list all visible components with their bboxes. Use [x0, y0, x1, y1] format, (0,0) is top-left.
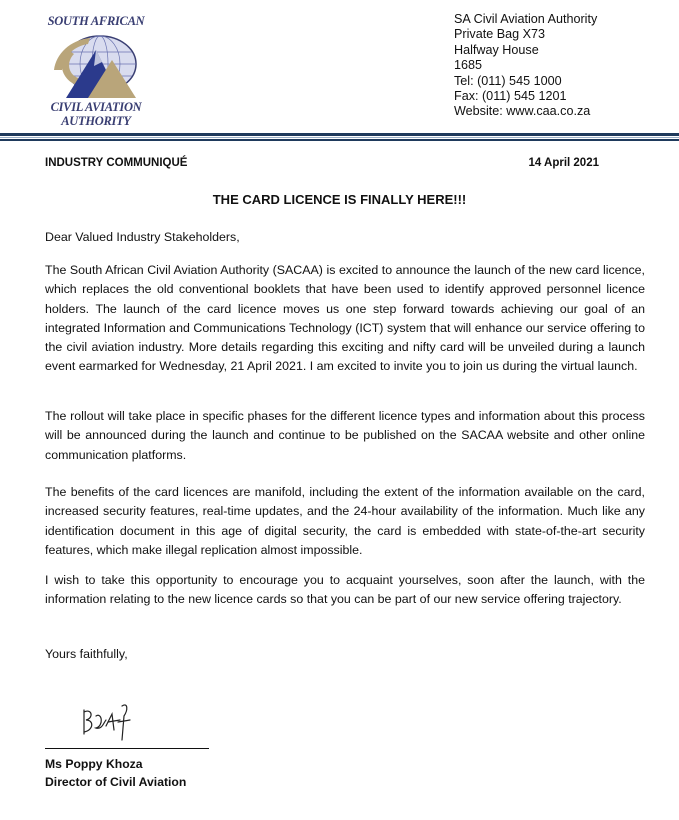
communique-label: INDUSTRY COMMUNIQUÉ — [45, 157, 188, 169]
address-tel: Tel: (011) 545 1000 — [454, 73, 562, 88]
signatory-block — [45, 755, 186, 791]
logo-bottom-text — [40, 100, 152, 128]
paragraph-1: The South African Civil Aviation Authority (SACAA) is excited to announce the launch of the new card licence, which replaces the old conventional booklets that have been used to identify approved personnel licence holders. The launch of the card licence moves us one step forward towards achieving our goal of an integrated Information and Communications Technology (ICT) system that will enhance our service offering to the civil aviation industry. More details regarding this exciting and nifty card will be unveiled during a launch event earmarked for Wednesday, 21 April 2021. I am excited to invite you to join us during the virtual launch. — [45, 263, 645, 374]
letter-title: THE CARD LICENCE IS FINALLY HERE!!! — [212, 192, 467, 207]
header-rule-bottom — [0, 139, 679, 141]
logo-bottom-line2: AUTHORITY — [61, 114, 131, 128]
letter-date: 14 April 2021 — [528, 157, 599, 169]
signatory-title: Director of Civil Aviation — [45, 775, 187, 789]
address-website: Website: www.caa.co.za — [454, 104, 591, 119]
address-postbox: Private Bag X73 — [454, 27, 546, 42]
address-postcode: 1685 — [454, 58, 483, 73]
sacaa-logo — [40, 12, 152, 130]
paragraph-3: The benefits of the card licences are manifold, including the extent of the information available on the card, increased security features, real-time updates, and the 24-hour availability of the information. Much like any identification document in this age of digital security, the card is embedded with state-of-the-art security features, which make illegal replication almost impossible. — [45, 485, 645, 557]
globe-mountain-logo-icon — [48, 30, 144, 100]
logo-bottom-line1: CIVIL AVIATION — [50, 100, 142, 114]
handwritten-signature-icon — [78, 700, 138, 744]
address-org: SA Civil Aviation Authority — [454, 12, 598, 26]
address-town: Halfway House — [454, 42, 539, 57]
paragraph-4: I wish to take this opportunity to encourage you to acquaint yourselves, soon after the launch, with the information relating to the new licence cards so that you can be part of our new service offering trajectory. — [45, 573, 645, 607]
signatory-name: Ms Poppy Khoza — [45, 757, 143, 771]
closing: Yours faithfully, — [45, 647, 128, 661]
header-rule-thick — [0, 133, 679, 136]
paragraph-2: The rollout will take place in specific phases for the different licence types and information about this process will be announced during the launch and continue to be published on the SACAA website and other online communication platforms. — [45, 409, 645, 462]
signature-line — [45, 748, 209, 749]
greeting: Dear Valued Industry Stakeholders, — [45, 230, 240, 244]
header-rule-thin — [0, 137, 679, 138]
address-fax: Fax: (011) 545 1201 — [454, 89, 567, 104]
sender-address — [454, 12, 597, 120]
logo-top-text: SOUTH AFRICAN — [47, 14, 145, 28]
